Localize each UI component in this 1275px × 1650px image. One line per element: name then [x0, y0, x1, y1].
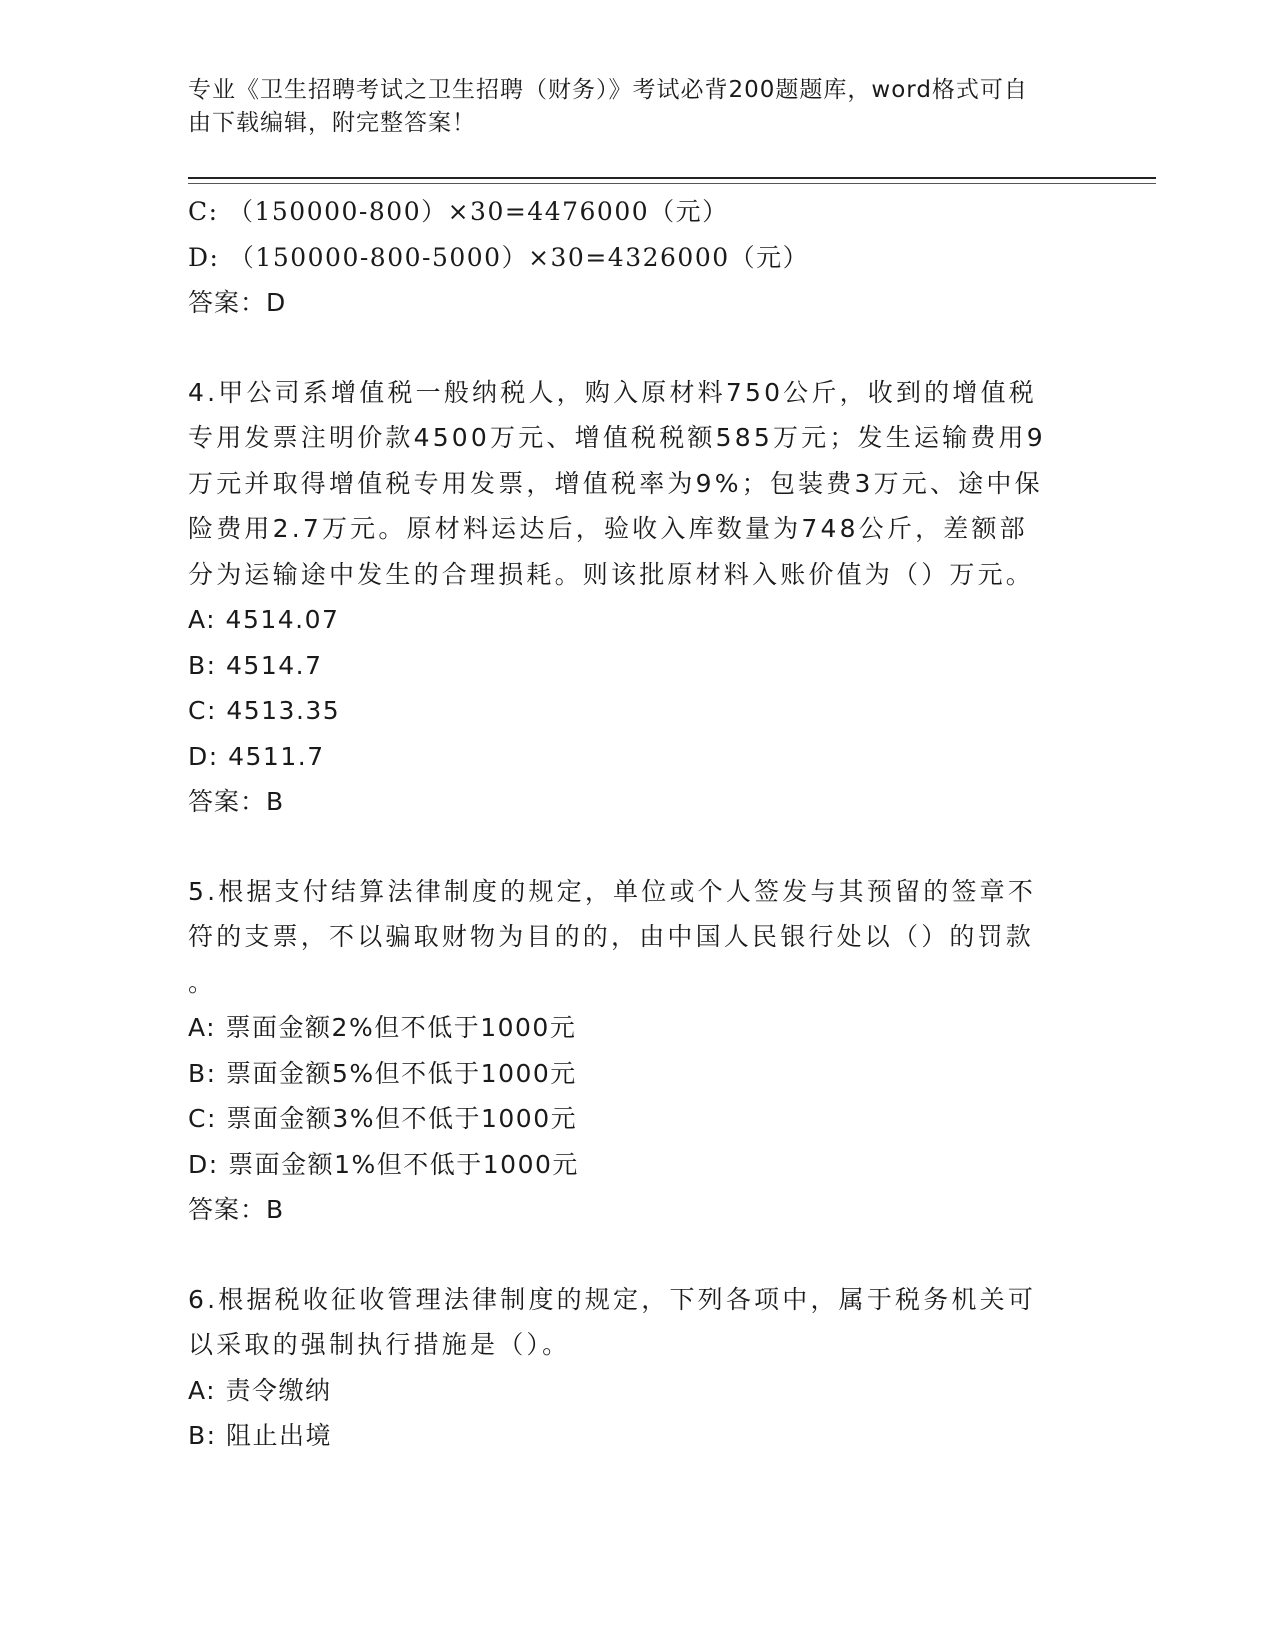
option-b: B: 票面金额5%但不低于1000元 — [188, 1058, 577, 1088]
header-rule-thin — [188, 183, 1156, 184]
header-rule-thick — [188, 177, 1156, 179]
header-line-2: 由下载编辑，附完整答案！ — [188, 110, 476, 136]
stem-line: 4.甲公司系增值税一般纳税人，购入原材料750公斤，收到的增值税 — [188, 377, 1037, 407]
option-d: D: 4511.7 — [188, 741, 325, 771]
answer: 答案：B — [188, 787, 285, 816]
question-5 — [188, 869, 1068, 1233]
stem-line: 。 — [188, 967, 217, 997]
stem-line: 符的支票，不以骗取财物为目的的，由中国人民银行处以（）的罚款 — [188, 922, 1035, 951]
stem-line: 险费用2.7万元。原材料运达后，验收入库数量为748公斤，差额部 — [188, 514, 1028, 543]
option-c: C: 票面金额3%但不低于1000元 — [188, 1104, 578, 1133]
option-c: C: （150000-800）×30=4476000（元） — [188, 197, 729, 226]
stem-line: 6.根据税收征收管理法律制度的规定，下列各项中，属于税务机关可 — [188, 1284, 1037, 1314]
question-stem — [188, 1277, 1068, 1368]
option-b: B: 阻止出境 — [188, 1421, 333, 1450]
stem-line: 5.根据支付结算法律制度的规定，单位或个人签发与其预留的签章不 — [188, 876, 1037, 906]
option-d: D: 票面金额1%但不低于1000元 — [188, 1149, 579, 1179]
option-b: B: 4514.7 — [188, 650, 323, 680]
stem-line: 专用发票注明价款4500万元、增值税税额585万元；发生运输费用9 — [188, 423, 1046, 452]
answer: 答案：D — [188, 288, 287, 317]
question-3-tail — [188, 189, 1068, 326]
option-d: D: （150000-800-5000）×30=4326000（元） — [188, 242, 810, 272]
document-header — [188, 74, 1068, 140]
document-body — [188, 189, 1068, 1459]
question-stem — [188, 370, 1068, 598]
header-line-1: 专业《卫生招聘考试之卫生招聘（财务）》考试必背200题题库，word格式可自 — [188, 77, 1028, 103]
answer: 答案：B — [188, 1195, 285, 1224]
question-stem — [188, 869, 1068, 1006]
option-a: A: 责令缴纳 — [188, 1375, 332, 1405]
option-a: A: 票面金额2%但不低于1000元 — [188, 1013, 577, 1042]
question-6 — [188, 1277, 1068, 1459]
option-a: A: 4514.07 — [188, 605, 340, 634]
stem-line: 分为运输途中发生的合理损耗。则该批原材料入账价值为（）万元。 — [188, 559, 1035, 589]
option-c: C: 4513.35 — [188, 696, 341, 725]
stem-line: 万元并取得增值税专用发票，增值税率为9%；包装费3万元、途中保 — [188, 468, 1043, 498]
question-4 — [188, 370, 1068, 825]
stem-line: 以采取的强制执行措施是（）。 — [188, 1330, 571, 1359]
